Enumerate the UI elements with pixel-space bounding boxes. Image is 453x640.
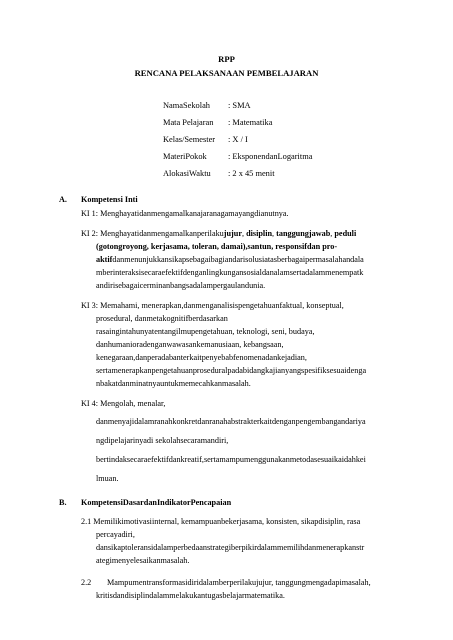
ki2-line-5: andirisebagaicerminanbangsadalampergaulandunia. xyxy=(96,281,266,290)
ki2-line-4: mberinteraksisecaraefektifdenganlingkungansosialdanalamsertadalammenempatk xyxy=(96,268,364,277)
kd22-line-2: kritisdandisiplindalammelakukantugasbelajarmatematika. xyxy=(96,591,285,600)
ki3-line-1: KI 3: Memahami, menerapkan,danmenganalisispengetahuanfaktual, konseptual, xyxy=(81,301,344,310)
kd22-line-1: Mampumentransformasidiridalamberperilakujujur, tanggungmengadapimasalah, xyxy=(107,578,371,587)
identity-value-class: : X / I xyxy=(228,135,248,144)
identity-label-class: Kelas/Semester xyxy=(163,135,216,144)
ki2-disiplin: disiplin xyxy=(246,229,273,238)
kd22-number: 2.2 xyxy=(81,578,92,587)
kd21-line-4: ategimenyelesaikanmasalah. xyxy=(96,556,190,565)
ki3-line-4: danhumanioradenganwawasankemanusiaan, kebangsaan, xyxy=(96,340,284,349)
ki2-peduli: peduli xyxy=(334,229,357,238)
kd21-line-3: dansikaptoleransidalamperbedaanstrategiberpikirdalammemilihdanmenerapkanstr xyxy=(96,543,365,552)
ki3-line-7: nbakatdanminatnyauntukmemecahkanmasalah. xyxy=(96,379,251,388)
section-b-letter: B. xyxy=(59,498,67,507)
ki2-sep-1: , xyxy=(241,229,247,238)
ki2-line-2: (gotongroyong, kerjasama, toleran, damai),santun, responsifdan pro- xyxy=(96,242,338,251)
ki2-tanggungjawab: tanggungjawab xyxy=(276,229,331,238)
ki4-line-2: danmenyajidalamranahkonkretdanranahabstrakterkaitdenganpengembangandariya xyxy=(96,417,366,426)
ki3-line-5: kenegaraan,danperadabanterkaitpenyebabfenomenadankejadian, xyxy=(96,353,307,362)
identity-label-subject: Mata Pelajaran xyxy=(163,118,214,127)
ki2-sep-3: , xyxy=(330,229,335,238)
kd21-line-2: percayadiri, xyxy=(96,530,135,539)
ki1-text: KI 1: Menghayatidanmengamalkanajaranagamayangdianutnya. xyxy=(81,209,289,218)
identity-label-school: NamaSekolah xyxy=(163,101,210,110)
identity-value-time: : 2 x 45 menit xyxy=(228,169,275,178)
identity-value-school: : SMA xyxy=(228,101,251,110)
ki2-intro: KI 2: Menghayatidanmengamalkanperilaku xyxy=(81,229,224,238)
document-title: RPP xyxy=(218,54,235,64)
identity-label-topic: MateriPokok xyxy=(163,152,207,161)
document-subtitle: RENCANA PELAKSANAAN PEMBELAJARAN xyxy=(134,68,319,78)
ki2-jujur: jujur xyxy=(223,229,242,238)
identity-label-time: AlokasiWaktu xyxy=(163,169,211,178)
kd21-line-1: 2.1 Memilikimotivasiinternal, kemampuanbekerjasama, konsisten, sikapdisiplin, rasa xyxy=(81,517,361,526)
ki4-line-5: lmuan. xyxy=(96,474,119,483)
ki3-line-6: sertamenerapkanpengetahuanproseduralpadabidangkajianyangspesifiksesuaidenga xyxy=(96,366,367,375)
ki2-line-1 xyxy=(81,229,356,238)
identity-value-subject: : Matematika xyxy=(228,118,273,127)
section-a-title: Kompetensi Inti xyxy=(81,195,138,204)
ki3-line-2: prosedural, danmetakognitifberdasarkan xyxy=(96,314,228,323)
ki3-line-3: rasaingintahunyatentangilmupengetahuan, teknologi, seni, budaya, xyxy=(96,327,315,336)
ki2-sep-2: , xyxy=(272,229,277,238)
ki4-line-1: KI 4: Mengolah, menalar, xyxy=(81,399,166,408)
section-a-letter: A. xyxy=(59,195,67,204)
ki4-line-3: ngdipelajarinyadi sekolahsecaramandiri, xyxy=(96,436,229,445)
ki2-line-3 xyxy=(96,255,364,264)
ki2-line-3-rest: danmenunjukkansikapsebagaibagiandarisolusiatasberbagaipermasalahandala xyxy=(112,255,364,264)
identity-value-topic: : EksponendanLogaritma xyxy=(228,152,313,161)
ki4-line-4: bertindaksecaraefektifdankreatif,sertamampumenggunakanmetodasesuaikaidahkei xyxy=(96,455,366,464)
ki2-proaktif: aktif xyxy=(96,255,113,264)
section-b-title: KompetensiDasardanIndikatorPencapaian xyxy=(81,498,232,507)
